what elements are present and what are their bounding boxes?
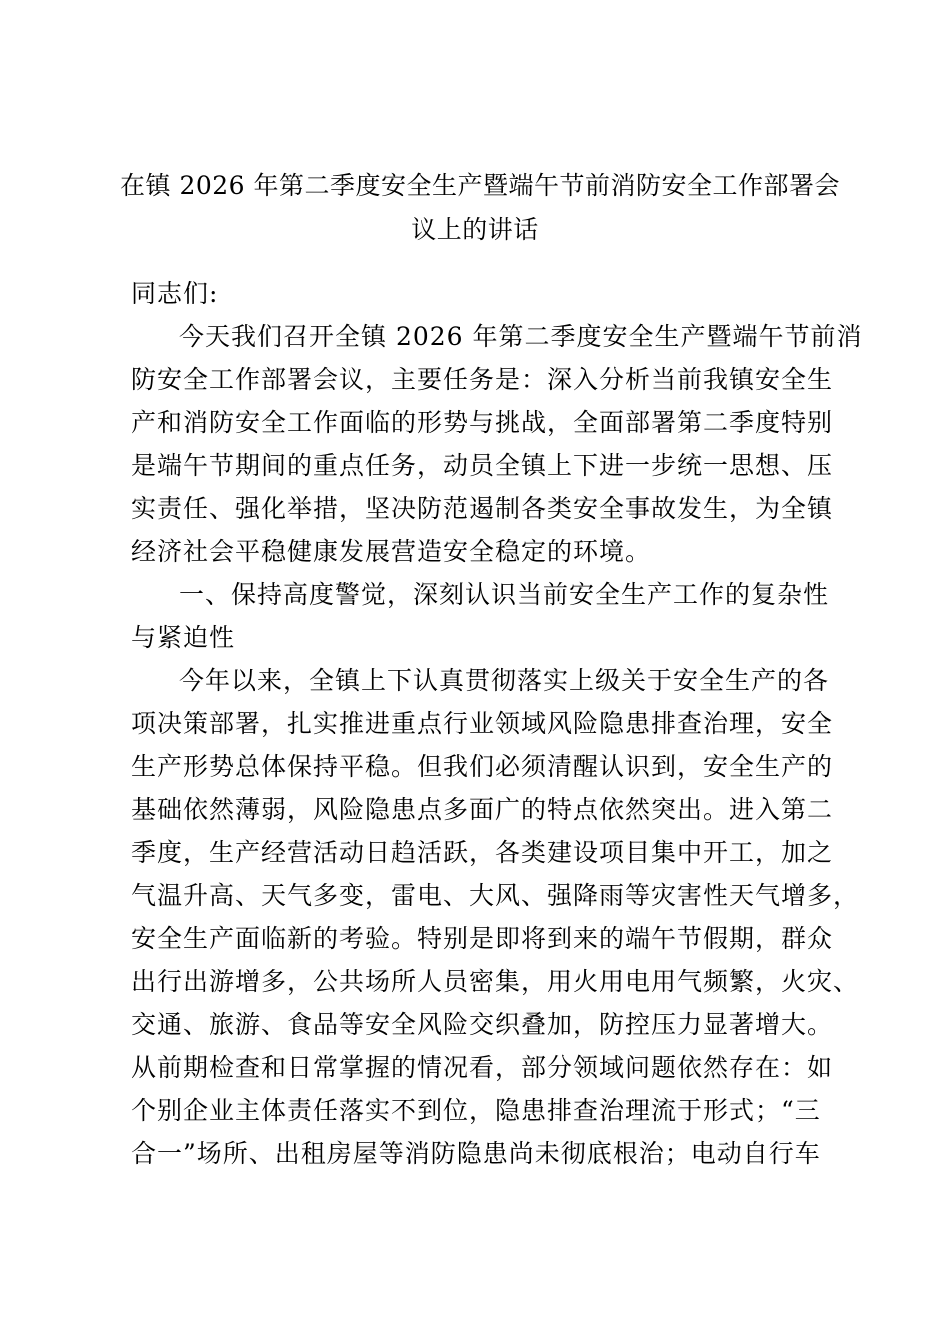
paragraph-line: 个别企业主体责任落实不到位，隐患排查治理流于形式；“三 bbox=[131, 1096, 821, 1125]
title-line: 议上的讲话 bbox=[411, 215, 539, 244]
paragraph-line: 从前期检查和日常掌握的情况看，部分领域问题依然存在：如 bbox=[131, 1053, 834, 1082]
paragraph-line: 基础依然薄弱，风险隐患点多面广的特点依然突出。进入第二 bbox=[131, 795, 834, 824]
section-heading-1 bbox=[131, 573, 841, 659]
paragraph-line: 防安全工作部署会议，主要任务是：深入分析当前我镇安全生 bbox=[131, 365, 834, 394]
paragraph-line: 安全生产面临新的考验。特别是即将到来的端午节假期，群众 bbox=[131, 924, 834, 953]
heading-line: 一、保持高度警觉，深刻认识当前安全生产工作的复杂性 bbox=[179, 580, 830, 609]
paragraph-line: 季度，生产经营活动日趋活跃，各类建设项目集中开工，加之 bbox=[131, 838, 834, 867]
paragraph-line: 今年以来，全镇上下认真贯彻落实上级关于安全生产的各 bbox=[179, 666, 830, 695]
title-line: 在镇 2026 年第二季度安全生产暨端午节前消防安全工作部署会 bbox=[120, 171, 841, 200]
document-body bbox=[131, 272, 863, 1175]
paragraph-line: 经济社会平稳健康发展营造安全稳定的环境。 bbox=[131, 537, 652, 566]
paragraph-line: 实责任、强化举措，坚决防范遏制各类安全事故发生，为全镇 bbox=[131, 494, 834, 523]
paragraph-intro bbox=[131, 315, 863, 573]
paragraph-line: 是端午节期间的重点任务，动员全镇上下进一步统一思想、压 bbox=[131, 451, 834, 480]
salutation: 同志们: bbox=[131, 279, 219, 308]
paragraph-line: 今天我们召开全镇 2026 年第二季度安全生产暨端午节前消 bbox=[179, 322, 863, 351]
document-title bbox=[120, 164, 841, 252]
paragraph-line: 交通、旅游、食品等安全风险交织叠加，防控压力显著增大。 bbox=[131, 1010, 834, 1039]
paragraph-line: 产和消防安全工作面临的形势与挑战，全面部署第二季度特别 bbox=[131, 408, 834, 437]
paragraph-line: 出行出游增多，公共场所人员密集，用火用电用气频繁，火灾、 bbox=[131, 967, 860, 996]
paragraph-line: 气温升高、天气多变，雷电、大风、强降雨等灾害性天气增多， bbox=[131, 881, 860, 910]
paragraph-line: 项决策部署，扎实推进重点行业领域风险隐患排查治理，安全 bbox=[131, 709, 834, 738]
paragraph-situation bbox=[131, 659, 860, 1175]
heading-line: 与紧迫性 bbox=[131, 623, 236, 652]
paragraph-line: 合一”场所、出租房屋等消防隐患尚未彻底根治；电动自行车 bbox=[131, 1139, 821, 1168]
paragraph-line: 生产形势总体保持平稳。但我们必须清醒认识到，安全生产的 bbox=[131, 752, 834, 781]
